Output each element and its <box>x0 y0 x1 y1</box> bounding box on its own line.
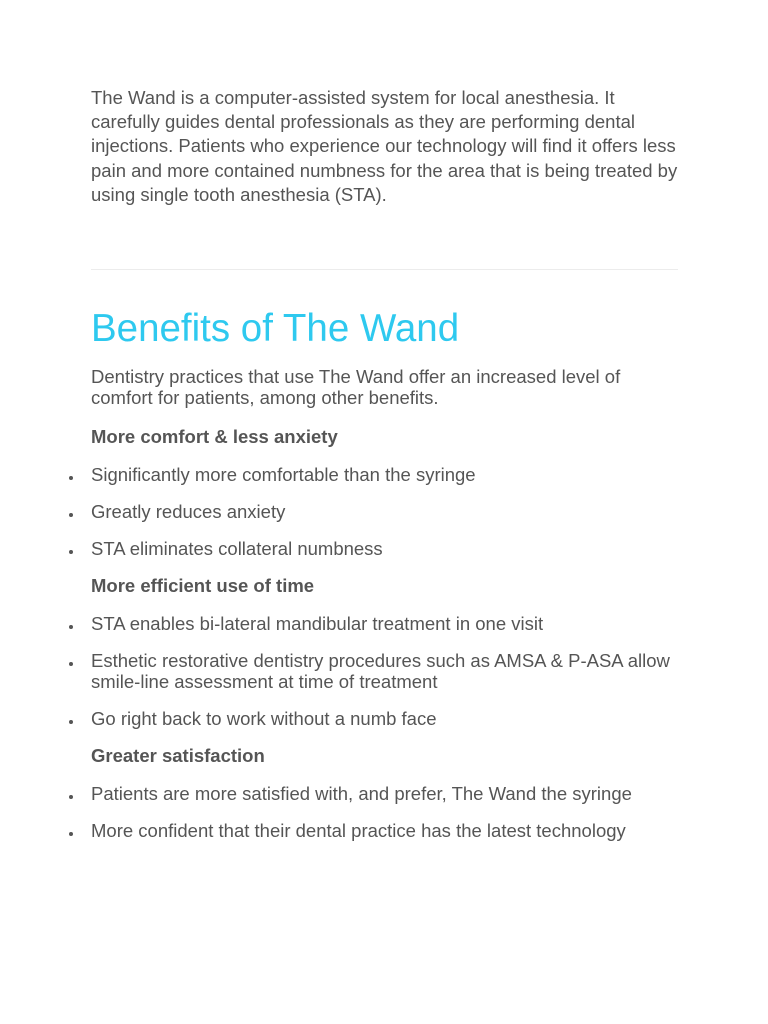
list-item: More confident that their dental practice has the latest technology <box>91 820 681 841</box>
list-item: Esthetic restorative dentistry procedures such as AMSA & P-ASA allow smile-line assessment at time of treatment <box>91 650 681 692</box>
document-body <box>91 86 681 841</box>
list-item: STA eliminates collateral numbness <box>91 538 681 559</box>
group-heading-comfort: More comfort & less anxiety <box>91 426 338 448</box>
list-item: Greatly reduces anxiety <box>91 501 681 522</box>
intro-paragraph: The Wand is a computer-assisted system for local anesthesia. It carefully guides dental professionals as they are performing dental injections. Patients who experience our technology will find it offers less pain and more contained numbness for the area that is being treated by using single tooth anesthesia (STA). <box>91 87 678 205</box>
bullet-list-comfort <box>91 464 681 559</box>
bullet-list-satisfaction <box>91 783 681 841</box>
section-divider <box>91 269 678 270</box>
list-item: STA enables bi-lateral mandibular treatment in one visit <box>91 613 681 634</box>
section-title: Benefits of The Wand <box>91 307 460 351</box>
list-item: Patients are more satisfied with, and prefer, The Wand the syringe <box>91 783 681 804</box>
list-item: Significantly more comfortable than the syringe <box>91 464 681 485</box>
section-lead: Dentistry practices that use The Wand offer an increased level of comfort for patients, among other benefits. <box>91 366 621 409</box>
group-heading-time: More efficient use of time <box>91 575 315 597</box>
group-heading-satisfaction: Greater satisfaction <box>91 745 265 767</box>
list-item: Go right back to work without a numb face <box>91 708 681 729</box>
bullet-list-time <box>91 613 681 729</box>
